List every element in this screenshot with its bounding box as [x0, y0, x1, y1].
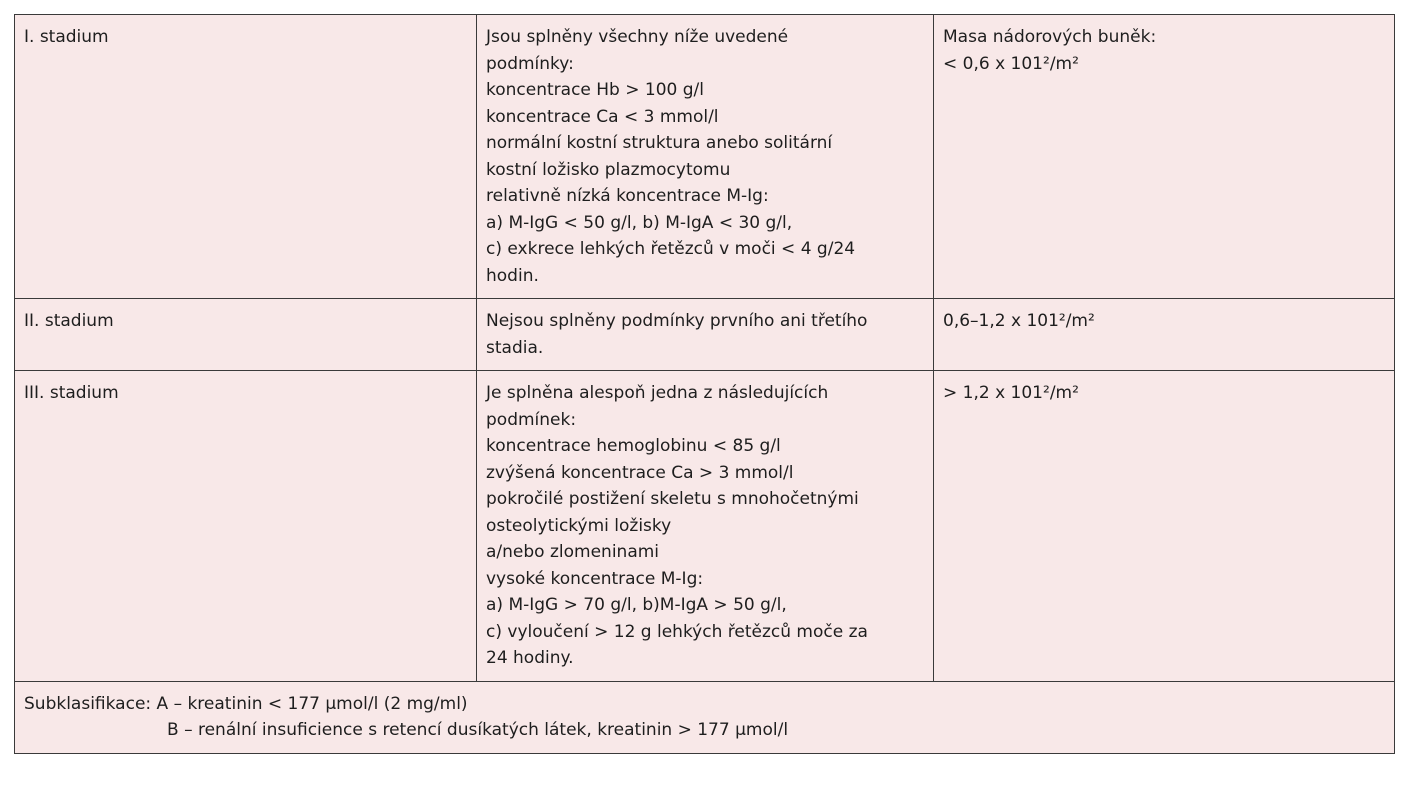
condition-line: normální kostní struktura anebo solitární	[486, 133, 833, 153]
stage-label: I. stadium	[24, 27, 109, 47]
mass-line: < 0,6 x 101²/m²	[943, 53, 1079, 74]
condition-line: a/nebo zlomeninami	[486, 542, 660, 562]
condition-line: a) M-IgG < 50 g/l, b) M-IgA < 30 g/l,	[486, 212, 793, 233]
stage-cell	[15, 371, 477, 682]
subclassification-line-b: B – renální insuficience s retencí dusíkatých látek, kreatinin > 177 µmol/l	[167, 720, 789, 740]
condition-line: zvýšená koncentrace Ca > 3 mmol/l	[486, 462, 794, 483]
table-row	[15, 299, 1395, 371]
condition-line: pokročilé postižení skeletu s mnohočetnými	[486, 489, 859, 509]
stage-label: III. stadium	[24, 383, 119, 403]
conditions-cell	[477, 15, 934, 299]
condition-line: hodin.	[486, 265, 539, 286]
stage-label: II. stadium	[24, 311, 114, 331]
staging-table	[14, 14, 1395, 754]
table-row	[15, 15, 1395, 299]
stage-cell	[15, 299, 477, 371]
condition-line: 24 hodiny.	[486, 648, 574, 668]
condition-line: osteolytickými ložisky	[486, 515, 672, 536]
conditions-cell	[477, 299, 934, 371]
condition-line: koncentrace hemoglobinu < 85 g/l	[486, 436, 781, 456]
mass-line: 0,6–1,2 x 101²/m²	[943, 311, 1095, 331]
condition-line: stadia.	[486, 337, 544, 358]
subclassification-line-a: Subklasifikace: A – kreatinin < 177 µmol/l (2 mg/ml)	[24, 693, 468, 714]
condition-line: koncentrace Hb > 100 g/l	[486, 80, 704, 100]
mass-cell	[934, 371, 1395, 682]
mass-cell	[934, 15, 1395, 299]
subclassification-row	[15, 681, 1395, 753]
mass-line: > 1,2 x 101²/m²	[943, 383, 1079, 403]
mass-line: Masa nádorových buněk:	[943, 27, 1157, 47]
condition-line: c) exkrece lehkých řetězců v moči < 4 g/24	[486, 239, 856, 259]
subclassification-cell	[15, 681, 1395, 753]
condition-line: relativně nízká koncentrace M-Ig:	[486, 186, 769, 206]
condition-line: Je splněna alespoň jedna z následujících	[486, 383, 829, 403]
condition-line: c) vyloučení > 12 g lehkých řetězců moče za	[486, 621, 868, 642]
mass-cell	[934, 299, 1395, 371]
conditions-cell	[477, 371, 934, 682]
condition-line: koncentrace Ca < 3 mmol/l	[486, 106, 719, 127]
condition-line: a) M-IgG > 70 g/l, b)M-IgA > 50 g/l,	[486, 595, 787, 615]
condition-line: podmínky:	[486, 53, 574, 74]
table-row	[15, 371, 1395, 682]
condition-line: vysoké koncentrace M-Ig:	[486, 568, 704, 589]
condition-line: podmínek:	[486, 409, 577, 430]
condition-line: Nejsou splněny podmínky prvního ani třetího	[486, 311, 868, 331]
staging-table-frame	[14, 14, 1394, 754]
condition-line: kostní ložisko plazmocytomu	[486, 159, 731, 180]
stage-cell	[15, 15, 477, 299]
condition-line: Jsou splněny všechny níže uvedené	[486, 27, 789, 47]
